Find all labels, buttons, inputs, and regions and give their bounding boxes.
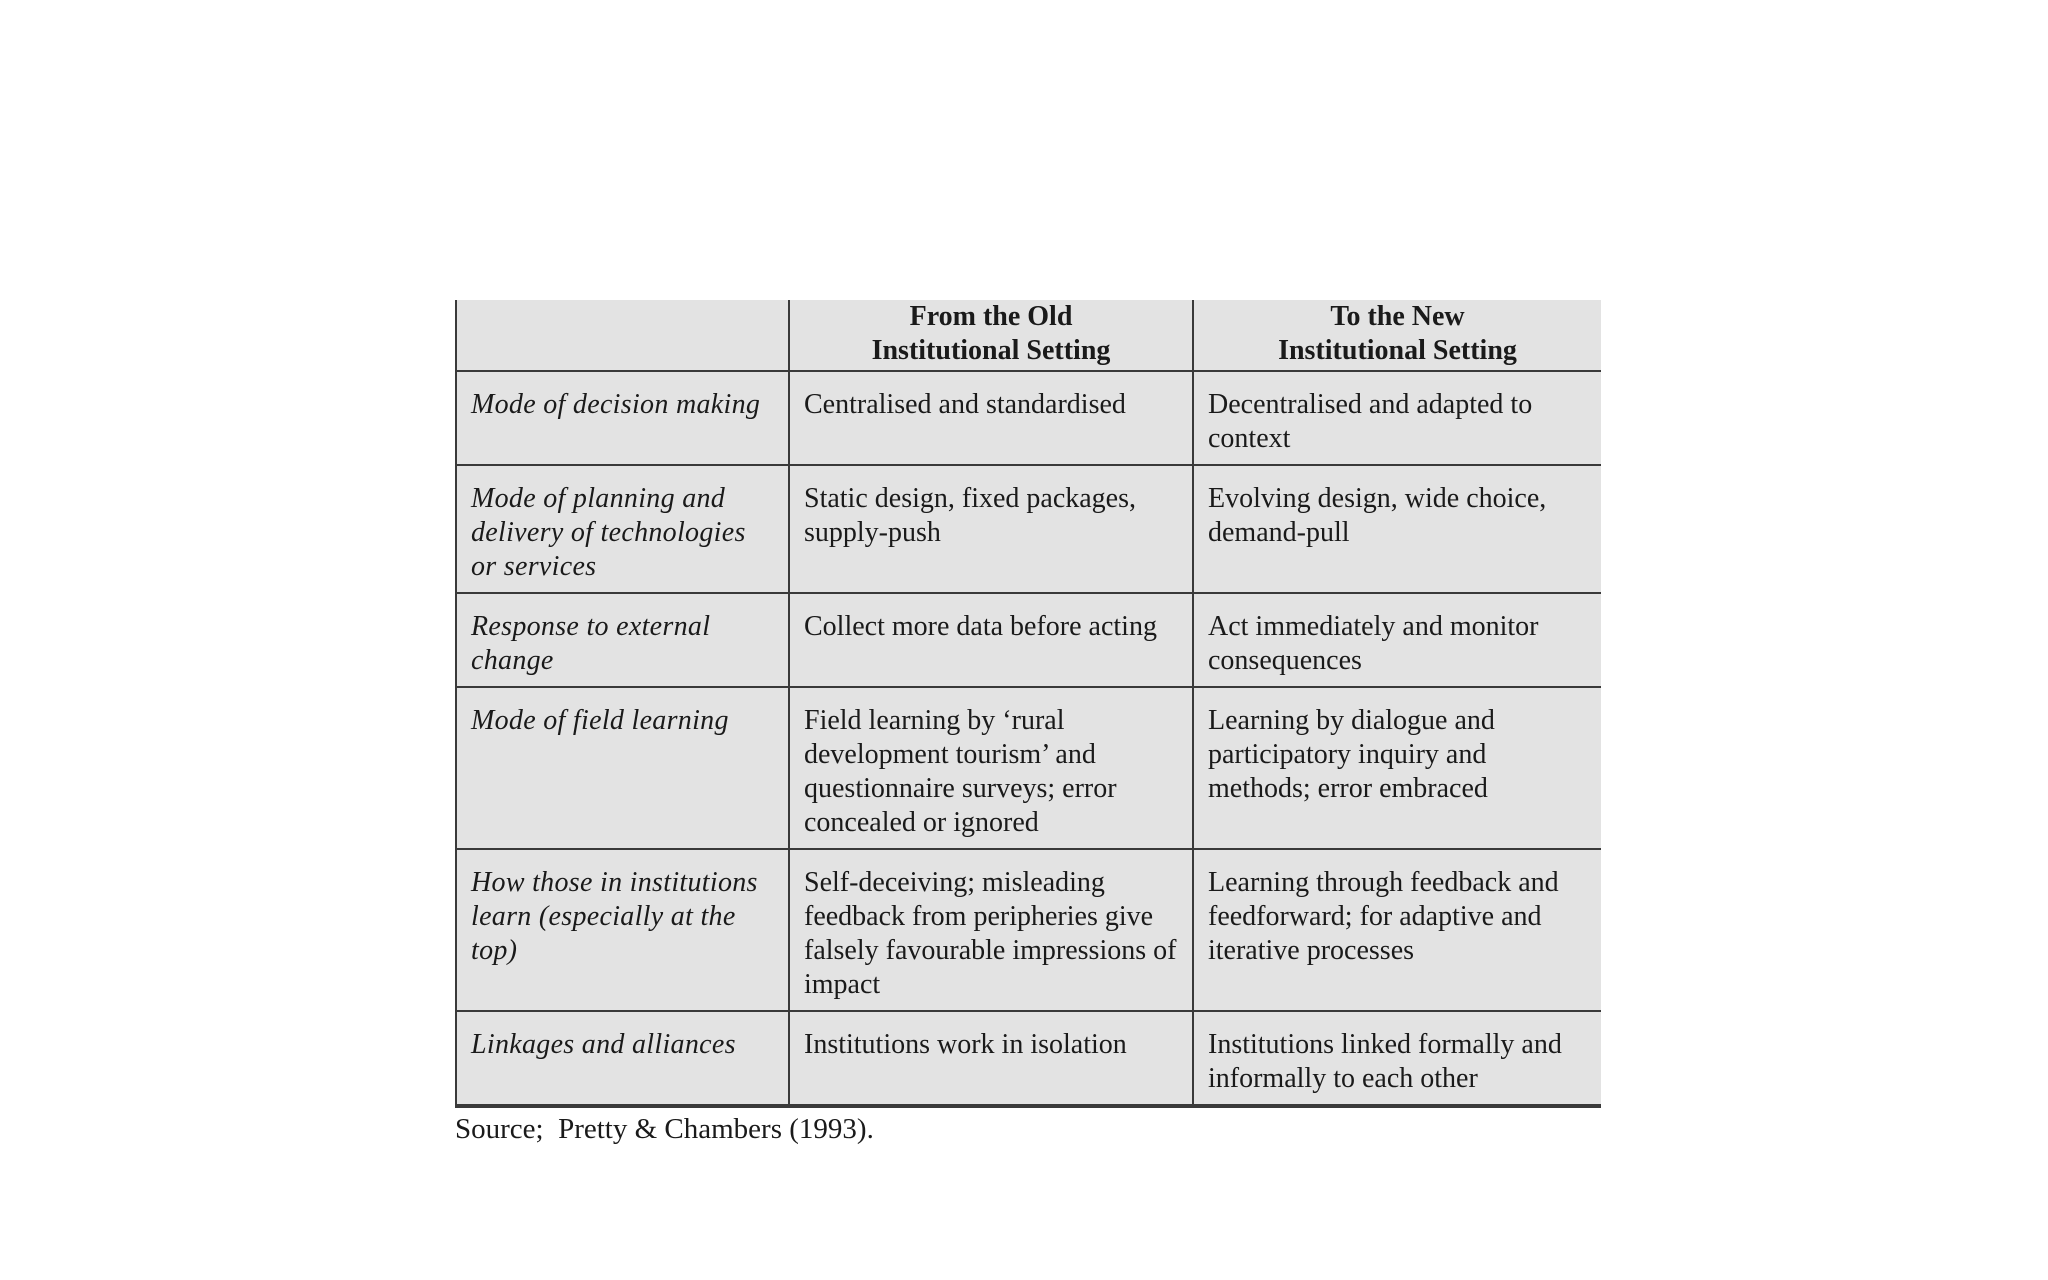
new-setting-cell: Evolving design, wide choice, demand-pull	[1193, 465, 1601, 593]
header-old-line-1: From the Old	[909, 301, 1073, 332]
comparison-table-container	[455, 300, 1600, 1108]
header-old-setting	[789, 300, 1193, 371]
new-setting-cell: Act immediately and monitor consequences	[1193, 593, 1601, 687]
old-setting-cell: Centralised and standardised	[789, 371, 1193, 465]
new-setting-cell: Decentralised and adapted to context	[1193, 371, 1601, 465]
old-setting-cell: Collect more data before acting	[789, 593, 1193, 687]
old-setting-cell: Self-deceiving; misleading feedback from peripheries give falsely favourable impressions of impact	[789, 849, 1193, 1011]
table-row	[456, 849, 1601, 1011]
row-label: Linkages and alliances	[456, 1011, 789, 1106]
header-new-line-1: To the New	[1330, 301, 1465, 332]
table-row	[456, 371, 1601, 465]
header-new-setting	[1193, 300, 1601, 371]
old-setting-cell: Static design, fixed packages, supply-push	[789, 465, 1193, 593]
row-label: Mode of planning and delivery of technologies or services	[456, 465, 789, 593]
institutional-setting-comparison-table	[455, 300, 1601, 1108]
table-header-row	[456, 300, 1601, 371]
old-setting-cell: Institutions work in isolation	[789, 1011, 1193, 1106]
new-setting-cell: Institutions linked formally and informally to each other	[1193, 1011, 1601, 1106]
old-setting-cell: Field learning by ‘rural development tourism’ and questionnaire surveys; error concealed or ignored	[789, 687, 1193, 849]
table-row	[456, 465, 1601, 593]
table-row	[456, 593, 1601, 687]
header-new-line-2: Institutional Setting	[1278, 335, 1517, 366]
new-setting-cell: Learning by dialogue and participatory inquiry and methods; error embraced	[1193, 687, 1601, 849]
new-setting-cell: Learning through feedback and feedforward; for adaptive and iterative processes	[1193, 849, 1601, 1011]
table-row	[456, 687, 1601, 849]
row-label: Mode of field learning	[456, 687, 789, 849]
header-empty-cell	[456, 300, 789, 371]
row-label: Mode of decision making	[456, 371, 789, 465]
row-label: Response to external change	[456, 593, 789, 687]
header-old-line-2: Institutional Setting	[871, 335, 1111, 366]
table-row	[456, 1011, 1601, 1106]
source-citation: Source; Pretty & Chambers (1993).	[455, 1113, 874, 1145]
row-label: How those in institutions learn (especially at the top)	[456, 849, 789, 1011]
